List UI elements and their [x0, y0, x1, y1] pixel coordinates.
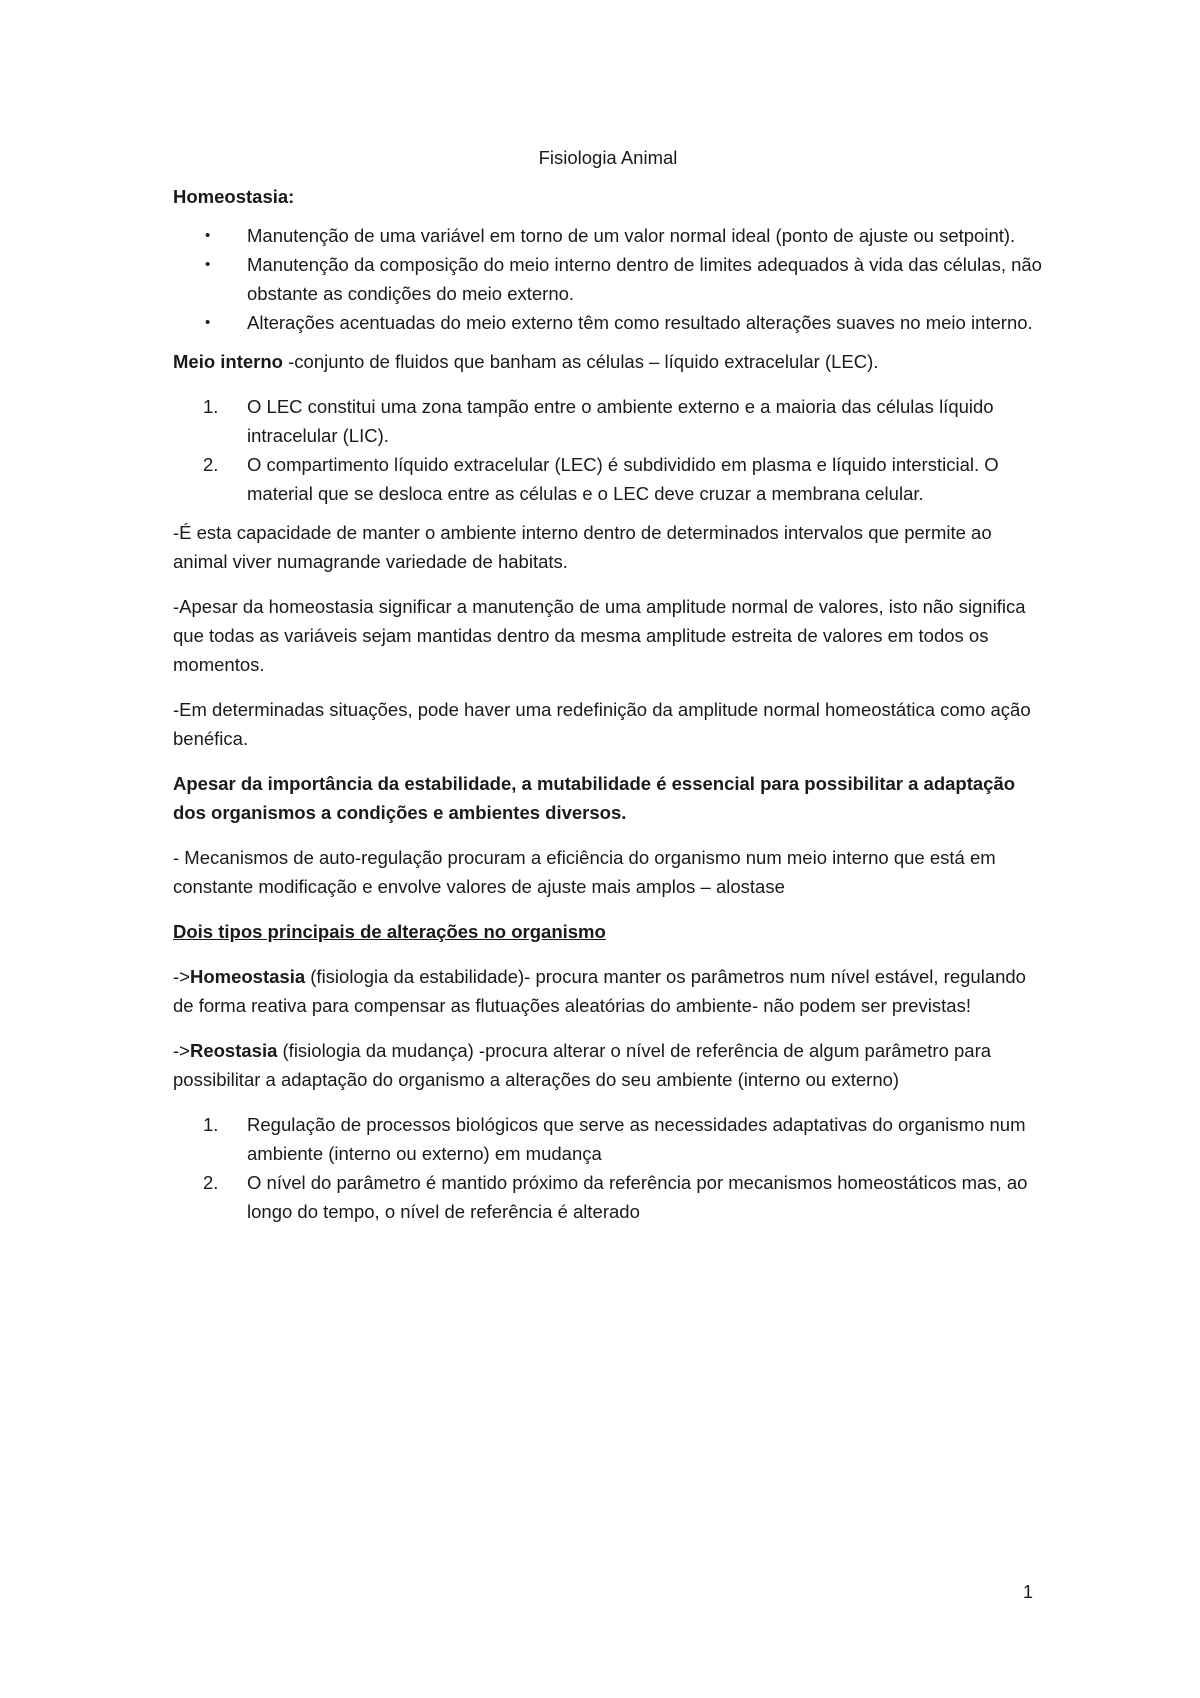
arrow-prefix: -> — [173, 1040, 190, 1061]
paragraph-mutabilidade: Apesar da importância da estabilidade, a mutabilidade é essencial para possibilitar a adaptação dos organismos a condições e ambientes diversos. — [173, 773, 1016, 823]
bullet-icon: • — [205, 314, 211, 331]
paragraph-redefinicao: -Em determinadas situações, pode haver uma redefinição da amplitude normal homeostática como ação benéfica. — [173, 699, 1031, 749]
list-number: 2. — [203, 1172, 219, 1193]
list-item-text: Alterações acentuadas do meio externo têm como resultado alterações suaves no meio interno. — [247, 312, 1033, 333]
list-item — [173, 221, 1043, 250]
lec-numbered-list — [173, 392, 1043, 508]
paragraph-alostase: - Mecanismos de auto-regulação procuram a eficiência do organismo num meio interno que está em constante modificação e envolve valores de ajuste mais amplos – alostase — [173, 847, 996, 897]
meio-interno-definition: -conjunto de fluidos que banham as células – líquido extracelular (LEC). — [282, 351, 879, 372]
list-item-text: O compartimento líquido extracelular (LEC) é subdividido em plasma e líquido intersticial. O material que se desloca entre as células e o LEC deve cruzar a membrana celular. — [247, 454, 999, 504]
homeostasia-text: (fisiologia da estabilidade)- procura manter os parâmetros num nível estável, regulando de forma reativa para compensar as flutuações aleatórias do ambiente- não podem ser previstas! — [173, 966, 1026, 1016]
list-item-text: Manutenção de uma variável em torno de um valor normal ideal (ponto de ajuste ou setpoint). — [247, 225, 1016, 246]
homeostasia-term: Homeostasia — [189, 966, 306, 987]
reostasia-definition — [173, 1036, 1043, 1094]
document-title: Fisiologia Animal — [538, 147, 678, 168]
bullet-icon: • — [205, 256, 211, 273]
meio-interno-paragraph — [173, 347, 1043, 376]
list-item — [173, 1168, 1043, 1226]
bullet-icon: • — [205, 227, 211, 244]
list-item-text: Regulação de processos biológicos que serve as necessidades adaptativas do organismo num ambiente (interno ou externo) em mudança — [247, 1114, 1026, 1164]
reostasia-numbered-list — [173, 1110, 1043, 1226]
list-number: 1. — [203, 1114, 219, 1135]
meio-interno-term: Meio interno — [173, 351, 283, 372]
list-item — [173, 250, 1043, 308]
list-item-text: Manutenção da composição do meio interno dentro de limites adequados à vida das células, não obstante as condições do meio externo. — [247, 254, 1042, 304]
page-number: 1 — [1023, 1582, 1034, 1602]
reostasia-term: Reostasia — [189, 1040, 278, 1061]
arrow-prefix: -> — [173, 966, 190, 987]
paragraph-amplitude: -Apesar da homeostasia significar a manutenção de uma amplitude normal de valores, isto não significa que todas as variáveis sejam mantidas dentro da mesma amplitude estreita de valores em todos os momentos. — [173, 596, 1026, 675]
homeostasia-bullet-list — [173, 221, 1043, 337]
section-heading: Dois tipos principais de alterações no organismo — [173, 921, 606, 942]
homeostasia-definition — [173, 962, 1043, 1020]
list-number: 1. — [203, 396, 219, 417]
list-item — [173, 392, 1043, 450]
list-item-text: O nível do parâmetro é mantido próximo da referência por mecanismos homeostáticos mas, ao longo do tempo, o nível de referência é alterado — [247, 1172, 1028, 1222]
paragraph-capacidade: -É esta capacidade de manter o ambiente interno dentro de determinados intervalos que permite ao animal viver numagrande variedade de habitats. — [173, 522, 992, 572]
homeostasia-heading: Homeostasia: — [173, 186, 295, 207]
document-body — [173, 143, 1043, 1236]
list-item-text: O LEC constitui uma zona tampão entre o ambiente externo e a maioria das células líquido intracelular (LIC). — [247, 396, 994, 446]
list-item — [173, 308, 1043, 337]
list-number: 2. — [203, 454, 219, 475]
list-item — [173, 450, 1043, 508]
reostasia-text: (fisiologia da mudança) -procura alterar o nível de referência de algum parâmetro para possibilitar a adaptação do organismo a alterações do seu ambiente (interno ou externo) — [173, 1040, 992, 1090]
list-item — [173, 1110, 1043, 1168]
